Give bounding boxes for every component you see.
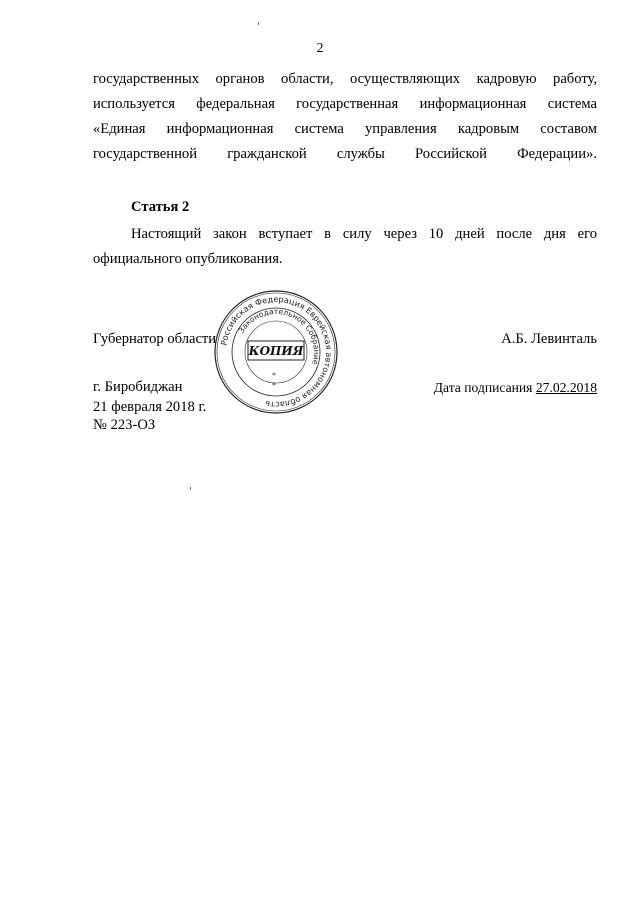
signature-row: [93, 330, 597, 350]
text-line: официального опубликования.: [93, 251, 283, 267]
text-line: государственных органов области, осуществляющих кадровую работу,: [93, 71, 597, 87]
seal-graphic: [212, 288, 340, 416]
scan-speck: [190, 487, 191, 490]
text-line: используется федеральная государственная информационная система: [93, 96, 597, 112]
signing-date: [434, 379, 597, 397]
text-line: Настоящий закон вступает в силу через 10 дней после дня его: [131, 226, 597, 242]
signing-date-label: Дата подписания: [433, 380, 533, 395]
signatory-title: Губернатор области: [93, 331, 217, 347]
article-heading: Статья 2: [131, 199, 190, 215]
paragraph-2: [93, 222, 597, 272]
place-of-signing: г. Биробиджан: [93, 379, 183, 395]
svg-text:*: *: [272, 381, 276, 390]
law-number: № 223-ОЗ: [93, 417, 156, 433]
official-seal: [212, 288, 340, 416]
svg-text:Законодательное Собрание: Законодательное Собрание: [236, 306, 322, 366]
signing-date-value: 27.02.2018: [535, 380, 597, 395]
page-number: 2: [316, 41, 324, 56]
signatory-name: А.Б. Левинталь: [501, 331, 597, 347]
text-line: государственной гражданской службы Российской Федерации».: [93, 146, 597, 162]
svg-text:*: *: [272, 371, 276, 380]
scan-speck: [258, 22, 259, 25]
svg-text:Российская Федерация Еврейская: Российская Федерация Еврейская автономная область: [218, 293, 335, 411]
paragraph-1: [93, 67, 597, 167]
text-line: «Единая информационная система управления кадровым составом: [93, 121, 597, 137]
svg-text:КОПИЯ: КОПИЯ: [248, 344, 304, 358]
law-date: 21 февраля 2018 г.: [93, 399, 207, 415]
